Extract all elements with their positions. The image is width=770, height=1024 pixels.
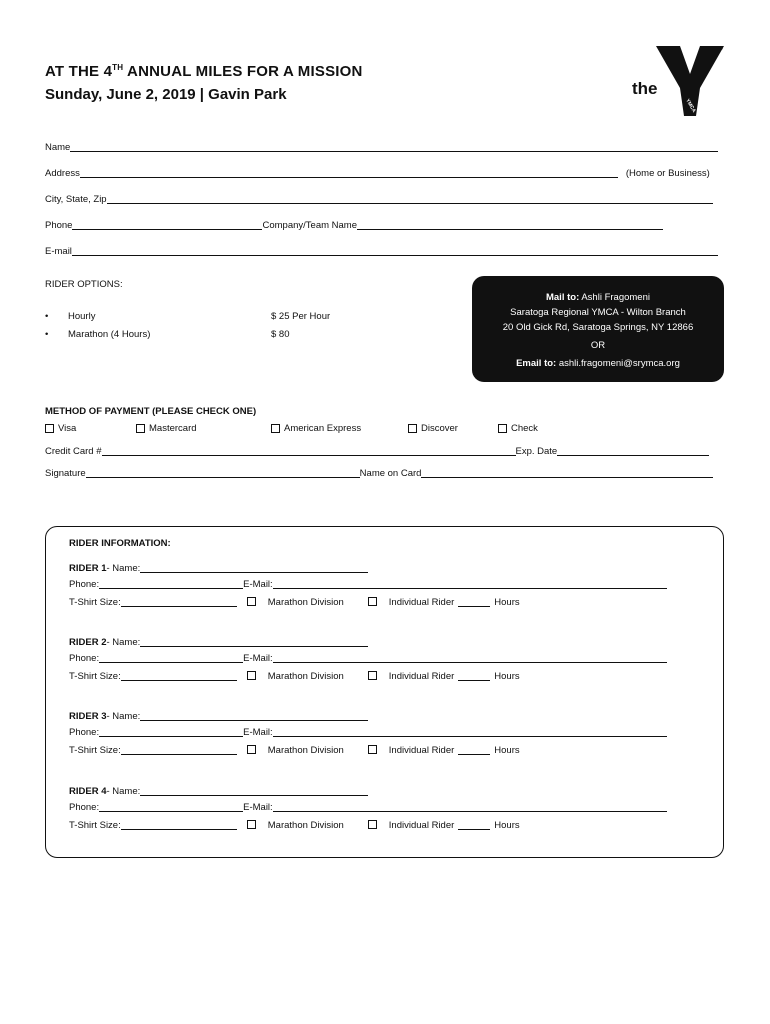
name-label: Name (45, 142, 71, 153)
rider-1-marathon-checkbox[interactable] (247, 597, 256, 606)
option-marathon-price: $ 80 (271, 329, 290, 340)
rider-1-individual-checkbox[interactable] (368, 597, 377, 606)
checkbox-icon[interactable] (136, 424, 145, 433)
rider-1-tshirt-field[interactable] (121, 596, 237, 607)
signature-row (45, 467, 713, 479)
rider-4-email-field[interactable] (273, 801, 667, 812)
phone-row (45, 219, 663, 231)
rider-2-individual-label: Individual Rider (388, 671, 455, 682)
signature-field[interactable] (86, 467, 360, 478)
option-marathon-label: Marathon (4 Hours) (68, 329, 151, 340)
rider-2-marathon-checkbox[interactable] (247, 671, 256, 680)
phone-label: Phone (45, 220, 73, 231)
rider-1-name-row (69, 562, 368, 574)
company-label: Company/Team Name (262, 220, 357, 231)
option-bullet-1: • (45, 311, 49, 322)
rider-4-contact-row (69, 801, 667, 813)
city-row (45, 193, 713, 205)
rider-2-contact-row (69, 652, 667, 664)
option-bullet-2: • (45, 329, 49, 340)
rider-2-email-label: E-Mail: (243, 653, 273, 664)
rider-options-title: RIDER OPTIONS: (45, 279, 123, 290)
rider-4-label: RIDER 4 (69, 786, 107, 797)
svg-text:®: ® (720, 46, 723, 51)
rider-4-name-row (69, 785, 368, 797)
rider-1-individual-label: Individual Rider (388, 597, 455, 608)
rider-3-marathon-checkbox[interactable] (247, 745, 256, 754)
rider-1-email-field[interactable] (273, 578, 667, 589)
rider-3-individual-checkbox[interactable] (368, 745, 377, 754)
name-on-card-field[interactable] (421, 467, 713, 478)
rider-3-label: RIDER 3 (69, 711, 107, 722)
rider-1-tshirt-label: T-Shirt Size: (69, 597, 121, 608)
rider-1-hours-field[interactable] (458, 596, 490, 607)
rider-3-tshirt-field[interactable] (121, 744, 237, 755)
payment-amex[interactable]: American Express (271, 423, 361, 434)
rider-4-name-field[interactable] (140, 785, 368, 796)
event-title: AT THE 4TH ANNUAL MILES FOR A MISSION (45, 63, 363, 80)
rider-2-name-row (69, 636, 368, 648)
payment-mastercard[interactable]: Mastercard (136, 423, 197, 434)
rider-4-tshirt-label: T-Shirt Size: (69, 820, 121, 831)
payment-check[interactable]: Check (498, 423, 538, 434)
rider-2-phone-label: Phone: (69, 653, 100, 664)
rider-4-marathon-label: Marathon Division (267, 820, 344, 831)
rider-4-email-label: E-Mail: (243, 802, 273, 813)
rider-3-hours-label: Hours (494, 745, 520, 756)
name-on-card-label: Name on Card (359, 468, 422, 479)
rider-4-marathon-checkbox[interactable] (247, 820, 256, 829)
rider-3-name-field[interactable] (140, 710, 368, 721)
phone-field[interactable] (72, 219, 262, 230)
address-row (45, 167, 710, 179)
checkbox-icon[interactable] (498, 424, 507, 433)
rider-1-hours-label: Hours (494, 597, 520, 608)
address-note: (Home or Business) (625, 168, 710, 179)
rider-3-hours-field[interactable] (458, 744, 490, 755)
address-field[interactable] (80, 167, 618, 178)
rider-3-email-label: E-Mail: (243, 727, 273, 738)
rider-1-label: RIDER 1 (69, 563, 107, 574)
address-label: Address (45, 168, 80, 179)
rider-3-name-label: - Name: (106, 711, 141, 722)
signature-label: Signature (45, 468, 86, 479)
rider-1-phone-field[interactable] (99, 578, 243, 589)
rider-2-label: RIDER 2 (69, 637, 107, 648)
rider-3-options-row (69, 744, 520, 756)
checkbox-icon[interactable] (271, 424, 280, 433)
rider-1-email-label: E-Mail: (243, 579, 273, 590)
option-hourly-label: Hourly (68, 311, 96, 322)
rider-2-options-row (69, 670, 520, 682)
rider-3-email-field[interactable] (273, 726, 667, 737)
rider-3-marathon-label: Marathon Division (267, 745, 344, 756)
rider-4-phone-field[interactable] (99, 801, 243, 812)
email-field[interactable] (72, 245, 718, 256)
ymca-logo (628, 44, 728, 120)
rider-2-hours-field[interactable] (458, 670, 490, 681)
rider-info-title: RIDER INFORMATION: (69, 538, 171, 549)
rider-2-tshirt-field[interactable] (121, 670, 237, 681)
rider-4-phone-label: Phone: (69, 802, 100, 813)
logo-the-text: the (632, 79, 658, 98)
credit-card-field[interactable] (102, 445, 516, 456)
rider-2-hours-label: Hours (494, 671, 520, 682)
rider-1-name-label: - Name: (106, 563, 141, 574)
company-field[interactable] (357, 219, 663, 230)
rider-4-hours-label: Hours (494, 820, 520, 831)
rider-4-options-row (69, 819, 520, 831)
payment-title: METHOD OF PAYMENT (PLEASE CHECK ONE) (45, 406, 257, 417)
rider-4-tshirt-field[interactable] (121, 819, 237, 830)
rider-2-phone-field[interactable] (99, 652, 243, 663)
city-label: City, State, Zip (45, 194, 107, 205)
rider-4-name-label: - Name: (106, 786, 141, 797)
rider-4-individual-checkbox[interactable] (368, 820, 377, 829)
rider-3-contact-row (69, 726, 667, 738)
rider-1-phone-label: Phone: (69, 579, 100, 590)
payment-discover[interactable]: Discover (408, 423, 458, 434)
checkbox-icon[interactable] (408, 424, 417, 433)
payment-visa[interactable]: Visa (45, 423, 76, 434)
email-row (45, 245, 718, 257)
rider-3-individual-label: Individual Rider (388, 745, 455, 756)
rider-2-individual-checkbox[interactable] (368, 671, 377, 680)
rider-1-options-row (69, 596, 520, 608)
exp-date-label: Exp. Date (515, 446, 558, 457)
rider-3-name-row (69, 710, 368, 722)
rider-1-contact-row (69, 578, 667, 590)
event-date-location: Sunday, June 2, 2019 | Gavin Park (45, 86, 287, 103)
email-label: E-mail (45, 246, 72, 257)
mail-to-box (472, 276, 724, 382)
email-to-line: Email to: ashli.fragomeni@srymca.org (516, 358, 680, 369)
rider-4-individual-label: Individual Rider (388, 820, 455, 831)
rider-1-marathon-label: Marathon Division (267, 597, 344, 608)
rider-3-tshirt-label: T-Shirt Size: (69, 745, 121, 756)
credit-card-label: Credit Card # (45, 446, 102, 457)
rider-2-name-field[interactable] (140, 636, 368, 647)
mail-address-line-3: 20 Old Gick Rd, Saratoga Springs, NY 12866 (502, 322, 694, 333)
rider-2-tshirt-label: T-Shirt Size: (69, 671, 121, 682)
city-field[interactable] (107, 193, 713, 204)
rider-1-name-field[interactable] (140, 562, 368, 573)
rider-2-marathon-label: Marathon Division (267, 671, 344, 682)
checkbox-icon[interactable] (45, 424, 54, 433)
logo-ymca-text: YMCA (684, 98, 697, 114)
rider-3-phone-label: Phone: (69, 727, 100, 738)
rider-3-phone-field[interactable] (99, 726, 243, 737)
mail-or: OR (590, 340, 606, 351)
exp-date-field[interactable] (557, 445, 709, 456)
mail-to-line: Mail to: Ashli Fragomeni (545, 292, 650, 303)
name-row (45, 141, 718, 153)
mail-address-line-2: Saratoga Regional YMCA - Wilton Branch (510, 307, 686, 318)
rider-2-email-field[interactable] (273, 652, 667, 663)
credit-card-row (45, 445, 709, 457)
rider-2-name-label: - Name: (106, 637, 141, 648)
option-hourly-price: $ 25 Per Hour (271, 311, 331, 322)
rider-4-hours-field[interactable] (458, 819, 490, 830)
name-field[interactable] (70, 141, 718, 152)
